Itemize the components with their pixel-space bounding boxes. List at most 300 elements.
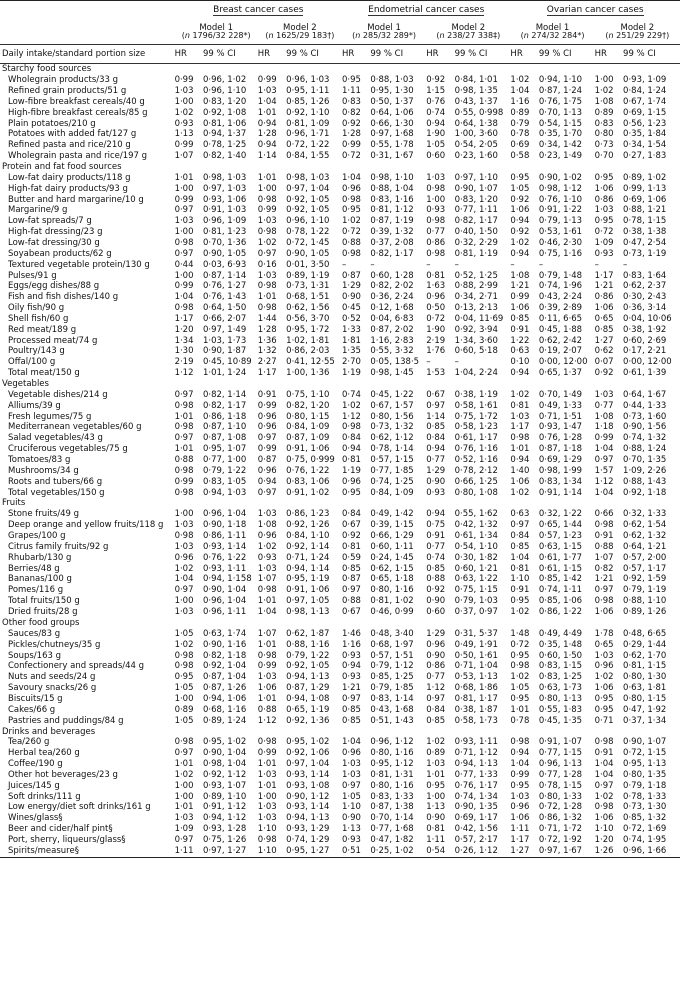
hr-value: 0·95 bbox=[594, 216, 614, 227]
ci-value: 0·83, 1·16 bbox=[370, 194, 414, 205]
ci-value: 0·80, 1·15 bbox=[286, 411, 330, 422]
ci-value: 0·66, 1·29 bbox=[370, 531, 414, 542]
ci-value: 0·90, 1·05 bbox=[286, 248, 330, 259]
table-row bbox=[0, 390, 680, 401]
hr-value: 1·04 bbox=[510, 86, 530, 97]
ci-value: 0·55, 3·32 bbox=[370, 346, 414, 357]
ci-value: 0·80, 1·16 bbox=[370, 748, 414, 759]
food-item-label: Textured vegetable protein/130 g bbox=[8, 259, 150, 270]
ci-value: 0·88, 1·21 bbox=[623, 205, 667, 216]
ci-value: 0·64, 1·21 bbox=[623, 541, 667, 552]
hr-value: 0·94 bbox=[426, 509, 446, 520]
hr-value: 0·97 bbox=[174, 585, 194, 596]
ci-value: 0·76, 1·16 bbox=[454, 444, 498, 455]
hr-value: 1·02 bbox=[341, 216, 361, 227]
ci-value: 0·83, 1·20 bbox=[454, 194, 498, 205]
hr-value: 1·16 bbox=[510, 96, 530, 107]
hr-value: 1·10 bbox=[341, 802, 361, 813]
ci-value: 1·01, 1·24 bbox=[202, 368, 247, 379]
ci-value: 0·86, 1·18 bbox=[202, 411, 247, 422]
hr-value: 1·57 bbox=[594, 465, 614, 476]
ci-value: 0·81, 1·19 bbox=[454, 248, 498, 259]
hr-value: 0·98 bbox=[594, 802, 614, 813]
table-row bbox=[0, 303, 680, 314]
ci-value: 0·93, 1·08 bbox=[286, 780, 330, 791]
hr-value: 1·07 bbox=[257, 628, 277, 639]
hr-value: 1·01 bbox=[174, 444, 194, 455]
section-header bbox=[0, 498, 680, 509]
hr-value: 0·85 bbox=[426, 563, 446, 574]
hr-value: 0·94 bbox=[510, 748, 530, 759]
hr-value: 1·01 bbox=[174, 411, 194, 422]
ci-value: 0·32, 2·29 bbox=[454, 237, 498, 248]
hr-value: 0·99 bbox=[174, 281, 194, 292]
hr-value: 0·83 bbox=[594, 118, 614, 129]
hr-value: 1·28 bbox=[257, 129, 277, 140]
ci-value: 0·81, 1·02 bbox=[370, 596, 414, 607]
hr-value: 1·11 bbox=[174, 845, 194, 856]
ci-value: 0·96, 1·03 bbox=[286, 75, 330, 86]
ci-value: 0·97, 1·10 bbox=[454, 172, 498, 183]
group-header-row bbox=[0, 1, 680, 19]
ci-value: 0·93, 1·28 bbox=[202, 824, 247, 835]
ci-value: 0·98, 1·45 bbox=[370, 368, 414, 379]
column-header-ci: 99 % CI bbox=[203, 45, 258, 64]
hr-value: 0·96 bbox=[257, 411, 277, 422]
ci-value: 0·45, 1·35 bbox=[538, 715, 583, 726]
hr-value: 1·14 bbox=[426, 411, 446, 422]
hr-value: 1·03 bbox=[510, 411, 530, 422]
ci-value: 0·57, 2·17 bbox=[454, 835, 498, 846]
hr-value: 0·99 bbox=[510, 292, 530, 303]
hr-value: 1·19 bbox=[341, 465, 361, 476]
table-row bbox=[0, 97, 680, 108]
hr-value: 1·04 bbox=[174, 292, 194, 303]
ci-value: 0·72, 1·69 bbox=[623, 824, 667, 835]
ci-value: 0·94, 1·13 bbox=[454, 759, 498, 770]
ci-value: 0·95, 1·02 bbox=[286, 737, 330, 748]
model-label: Model 2 bbox=[451, 22, 486, 32]
hr-value: 0·95 bbox=[510, 780, 530, 791]
ci-value: 0·75, 1·26 bbox=[202, 835, 247, 846]
ci-value: 0·95, 1·27 bbox=[286, 845, 330, 856]
hr-value: 1·00 bbox=[174, 227, 194, 238]
ci-value: 0·87, 1·18 bbox=[538, 444, 583, 455]
hr-value: 0·95 bbox=[510, 650, 530, 661]
ci-value: 0·81, 1·06 bbox=[202, 118, 247, 129]
hr-value: 0·98 bbox=[257, 737, 277, 748]
ci-value: 0·30, 1·82 bbox=[454, 552, 498, 563]
ci-value: 0·34, 1·42 bbox=[538, 140, 583, 151]
hr-value: 1·01 bbox=[426, 769, 446, 780]
table-row bbox=[0, 270, 680, 281]
hr-value: 1·12 bbox=[257, 715, 277, 726]
hr-value: 0·90 bbox=[341, 813, 361, 824]
ci-value: 0·73, 1·31 bbox=[286, 281, 330, 292]
food-item-label: Processed meat/74 g bbox=[8, 335, 98, 346]
hr-value: 1·10 bbox=[510, 574, 530, 585]
hr-value: 1·05 bbox=[426, 140, 446, 151]
table-row bbox=[0, 444, 680, 455]
ci-value: 0·47, 2·54 bbox=[623, 237, 667, 248]
ci-value: 0·74, 1·96 bbox=[538, 281, 583, 292]
hr-value: 1·01 bbox=[257, 759, 277, 770]
hr-value: 0·98 bbox=[174, 400, 194, 411]
hr-value: 0·72 bbox=[426, 313, 446, 324]
ci-value: 0·87, 2·02 bbox=[370, 324, 414, 335]
table-row bbox=[0, 260, 680, 271]
model-label: Model 1 bbox=[535, 22, 570, 32]
hr-value: 0·94 bbox=[510, 455, 530, 466]
hr-value: 0·90 bbox=[426, 476, 446, 487]
hr-value: 0·94 bbox=[257, 118, 277, 129]
ci-value: 0·79, 1·48 bbox=[538, 270, 583, 281]
hr-value: 1·29 bbox=[426, 628, 446, 639]
hr-value: – bbox=[426, 259, 431, 270]
hr-value: 0·87 bbox=[257, 455, 277, 466]
ci-value: 0·90, 1·12 bbox=[286, 791, 330, 802]
food-item-label: Pomes/116 g bbox=[8, 585, 64, 596]
hr-value: 1·03 bbox=[594, 650, 614, 661]
hr-value: 1·11 bbox=[341, 86, 361, 97]
ci-value: 0·95, 1·07 bbox=[202, 444, 247, 455]
hr-value: 0·98 bbox=[426, 216, 446, 227]
hr-value: 1·02 bbox=[510, 487, 530, 498]
hr-value: – bbox=[510, 259, 515, 270]
food-item-label: High-fibre breakfast cereals/85 g bbox=[8, 107, 148, 118]
food-item-label: High-fat dairy products/93 g bbox=[8, 183, 128, 194]
hr-value: 0·62 bbox=[594, 346, 614, 357]
ci-value: 0·83, 1·14 bbox=[370, 693, 414, 704]
hr-value: 1·13 bbox=[341, 824, 361, 835]
food-item-label: Refined pasta and rice/210 g bbox=[8, 140, 131, 151]
section-header bbox=[0, 726, 680, 737]
hr-value: 0·97 bbox=[594, 585, 614, 596]
hr-value: 1·18 bbox=[594, 422, 614, 433]
hr-value: 0·93 bbox=[341, 672, 361, 683]
ci-value: 1·00, 1·36 bbox=[286, 368, 330, 379]
food-item-label: Margarine/9 g bbox=[8, 205, 68, 216]
hr-value: 0·98 bbox=[594, 596, 614, 607]
hr-value: 0·94 bbox=[426, 118, 446, 129]
model-header-row bbox=[0, 19, 680, 32]
hr-value: 0·92 bbox=[426, 75, 446, 86]
ci-value: 1·34, 3·60 bbox=[454, 335, 498, 346]
ci-value: 0·92, 1·05 bbox=[286, 205, 330, 216]
hr-value: 0·98 bbox=[174, 303, 194, 314]
hr-value: 1·26 bbox=[594, 845, 614, 856]
ci-value: 0·76, 1·22 bbox=[202, 552, 247, 563]
column-header-hr: HR bbox=[595, 45, 623, 64]
hr-value: 0·85 bbox=[426, 715, 446, 726]
ci-value: 0·92, 1·18 bbox=[623, 487, 667, 498]
ci-value: 0·97, 1·49 bbox=[202, 324, 247, 335]
hr-value: 1·02 bbox=[174, 107, 194, 118]
hr-value: 0·98 bbox=[257, 227, 277, 238]
food-item-label: Tea/260 g bbox=[8, 737, 50, 748]
ci-value: 0·90, 1·04 bbox=[202, 585, 247, 596]
food-item-label: Beer and cider/half pint§ bbox=[8, 824, 113, 835]
ci-value: 0·85, 1·06 bbox=[538, 596, 583, 607]
ci-value: 0·98, 1·04 bbox=[202, 759, 247, 770]
ci-value: 0·36, 2·24 bbox=[370, 292, 414, 303]
group-header-endometrial: Endometrial cancer cases bbox=[368, 4, 485, 15]
hr-value: 0·86 bbox=[594, 292, 614, 303]
hr-value: 0·70 bbox=[594, 151, 614, 162]
food-item-label: Soft drinks/111 g bbox=[8, 791, 81, 802]
hr-value: 0·94 bbox=[341, 444, 361, 455]
ci-value: 0·91, 1·07 bbox=[538, 737, 583, 748]
hr-value: 1·48 bbox=[510, 628, 530, 639]
table-row bbox=[0, 151, 680, 162]
table-row bbox=[0, 520, 680, 531]
hr-value: 0·98 bbox=[257, 585, 277, 596]
ci-value: 0·92, 1·08 bbox=[202, 107, 247, 118]
hr-value: 1·02 bbox=[594, 86, 614, 97]
ci-value: 0·74, 1·95 bbox=[623, 835, 667, 846]
ci-value: 0·83, 1·64 bbox=[623, 270, 667, 281]
table-row bbox=[0, 585, 680, 596]
hr-value: 1·17 bbox=[510, 835, 530, 846]
hr-value: 2·70 bbox=[341, 357, 361, 368]
hr-value: 0·84 bbox=[426, 433, 446, 444]
ci-value: 0·31, 1·67 bbox=[370, 151, 414, 162]
column-header-intake: Daily intake/standard portion size bbox=[0, 45, 175, 64]
hr-value: 0·67 bbox=[341, 606, 361, 617]
hr-value: 0·92 bbox=[510, 227, 530, 238]
hr-value: 0·88 bbox=[257, 704, 277, 715]
ci-value: 0·37, 1·34 bbox=[623, 715, 667, 726]
hr-value: 0·86 bbox=[426, 237, 446, 248]
hr-value: 1·00 bbox=[174, 183, 194, 194]
hr-value: 0·97 bbox=[174, 433, 194, 444]
table-row bbox=[0, 574, 680, 585]
ci-value: 0·81, 1·31 bbox=[370, 769, 414, 780]
hr-value: 0·10 bbox=[510, 357, 530, 368]
hr-value: 0·96 bbox=[341, 748, 361, 759]
food-item-label: Spirits/measure§ bbox=[8, 845, 79, 856]
ci-value: 0·71, 1·04 bbox=[454, 661, 498, 672]
ci-value: 0·90, 1·56 bbox=[623, 422, 667, 433]
hr-value: 0·44 bbox=[174, 259, 194, 270]
ci-value: 0·97, 1·03 bbox=[202, 183, 247, 194]
ci-value: 0·90, 1·35 bbox=[454, 802, 498, 813]
hr-value: 1·03 bbox=[426, 172, 446, 183]
hr-value: 0·97 bbox=[594, 455, 614, 466]
hr-value: 1·07 bbox=[174, 151, 194, 162]
ci-value: 0·45, 1·22 bbox=[370, 389, 414, 400]
hr-value: 0·84 bbox=[510, 531, 530, 542]
hr-value: 1·13 bbox=[174, 129, 194, 140]
ci-value: 0·57, 1·17 bbox=[623, 563, 667, 574]
table-row bbox=[0, 292, 680, 303]
section-title: Other food groups bbox=[2, 617, 80, 628]
hr-value: 0·78 bbox=[510, 129, 530, 140]
ci-value: 0·80, 1·13 bbox=[538, 693, 583, 704]
hr-value: 0·92 bbox=[594, 368, 614, 379]
ci-value: 0·34, 2·71 bbox=[454, 292, 498, 303]
hr-value: 0·81 bbox=[341, 541, 361, 552]
ci-value: 0·93, 1·14 bbox=[202, 541, 247, 552]
hr-value: 0·94 bbox=[257, 140, 277, 151]
hr-value: 1·03 bbox=[257, 769, 277, 780]
hr-value: 0·74 bbox=[341, 389, 361, 400]
food-item-label: Butter and hard margarine/10 g bbox=[8, 194, 144, 205]
hr-value: 1·21 bbox=[594, 281, 614, 292]
table-row bbox=[0, 216, 680, 227]
hr-value: 0·63 bbox=[510, 509, 530, 520]
ci-value: 0·43, 1·37 bbox=[454, 96, 498, 107]
hr-value: 0·99 bbox=[174, 194, 194, 205]
ci-value: 0·27, 1·83 bbox=[623, 151, 667, 162]
table-row bbox=[0, 563, 680, 574]
ci-value: 0·88, 1·04 bbox=[370, 183, 414, 194]
ci-value: 0·31, 5·37 bbox=[454, 628, 498, 639]
ci-value: 0·93, 1·09 bbox=[623, 75, 667, 86]
hr-value: 0·93 bbox=[341, 650, 361, 661]
hr-value: 0·90 bbox=[341, 292, 361, 303]
column-header-ci: 99 % CI bbox=[455, 45, 511, 64]
hr-value: 0·98 bbox=[257, 650, 277, 661]
ci-value: 0·04, 6·83 bbox=[370, 313, 414, 324]
ci-value: 0·80, 1·16 bbox=[370, 780, 414, 791]
hr-value: 0·89 bbox=[510, 107, 530, 118]
ci-value: 0·77, 1·15 bbox=[538, 748, 583, 759]
hr-value: 1·02 bbox=[510, 606, 530, 617]
hr-value: 0·95 bbox=[510, 596, 530, 607]
hr-value: – bbox=[426, 357, 431, 368]
ci-value: 0·53, 1·61 bbox=[538, 227, 583, 238]
ci-value: 0·95, 1·12 bbox=[370, 759, 414, 770]
ci-value: 0·62, 2·42 bbox=[538, 335, 583, 346]
ci-value: 0·65, 1·18 bbox=[370, 574, 414, 585]
ci-value: 0·98, 1·10 bbox=[370, 172, 414, 183]
ci-value: 0·50, 1·37 bbox=[370, 96, 414, 107]
hr-value: 0·99 bbox=[257, 661, 277, 672]
ci-value: 0·54, 1·15 bbox=[538, 118, 583, 129]
ci-value: 0·80, 1·35 bbox=[623, 769, 667, 780]
hr-value: 1·63 bbox=[426, 281, 446, 292]
ci-value: 0·35, 1·48 bbox=[538, 639, 583, 650]
section-header bbox=[0, 64, 680, 76]
table-row bbox=[0, 368, 680, 379]
ci-value: 0·39, 1·15 bbox=[370, 520, 414, 531]
ci-value: 0·42, 1·56 bbox=[454, 824, 498, 835]
ci-value: 0·64, 1·67 bbox=[623, 389, 667, 400]
ci-value: 0·62, 1·87 bbox=[286, 628, 330, 639]
hr-value: 0·76 bbox=[426, 96, 446, 107]
ci-value: 0·81, 1·12 bbox=[370, 205, 414, 216]
hr-value: 0·88 bbox=[341, 596, 361, 607]
hr-value: 1·01 bbox=[257, 693, 277, 704]
ci-value: 0·90, 1·18 bbox=[202, 520, 247, 531]
hr-value: 0·97 bbox=[426, 693, 446, 704]
hr-value: 1·00 bbox=[174, 96, 194, 107]
ci-value: 0·93, 1·47 bbox=[538, 422, 583, 433]
ci-value: 0·92, 1·05 bbox=[286, 194, 330, 205]
ci-value: 0·96, 1·71 bbox=[286, 129, 330, 140]
hr-value: 1·00 bbox=[174, 780, 194, 791]
hr-value: 1·29 bbox=[426, 465, 446, 476]
hr-value: 0·80 bbox=[594, 129, 614, 140]
hr-value: 0·54 bbox=[426, 845, 446, 856]
ci-value: 0·79, 1·18 bbox=[623, 780, 667, 791]
food-item-label: Berries/48 g bbox=[8, 563, 60, 574]
ci-value: 0·86, 1·32 bbox=[538, 813, 583, 824]
hr-value: 1·12 bbox=[174, 368, 194, 379]
hr-value: 0·85 bbox=[594, 324, 614, 335]
ci-value: 0·83, 1·06 bbox=[286, 476, 330, 487]
hr-value: 1·03 bbox=[174, 520, 194, 531]
food-item-label: Low-fat spreads/7 g bbox=[8, 216, 92, 227]
ci-value: 0·93, 1·14 bbox=[286, 769, 330, 780]
hr-value: 0·89 bbox=[594, 107, 614, 118]
ci-value: 0·48, 6·65 bbox=[623, 628, 667, 639]
hr-value: 1·78 bbox=[594, 628, 614, 639]
table-row bbox=[0, 455, 680, 466]
ci-value: 0·04, 11·69 bbox=[454, 313, 504, 324]
hr-value: 0·98 bbox=[510, 737, 530, 748]
case-count-row bbox=[0, 32, 680, 45]
hr-value: 2·19 bbox=[426, 335, 446, 346]
hr-value: 0·88 bbox=[174, 455, 194, 466]
hr-value: 1·01 bbox=[257, 292, 277, 303]
hr-value: 0·96 bbox=[426, 292, 446, 303]
hr-value: 1·03 bbox=[257, 672, 277, 683]
hr-value: 0·84 bbox=[426, 704, 446, 715]
hr-value: 1·00 bbox=[426, 791, 446, 802]
ci-value: 0·89, 1·19 bbox=[286, 270, 330, 281]
hr-value: 0·95 bbox=[341, 205, 361, 216]
hr-value: 1·03 bbox=[594, 389, 614, 400]
ci-value: 0·78, 1·22 bbox=[286, 227, 330, 238]
table-row bbox=[0, 205, 680, 216]
table-row bbox=[0, 802, 680, 813]
food-item-label: Low-fat dairy products/118 g bbox=[8, 172, 131, 183]
hr-value: 0·98 bbox=[174, 737, 194, 748]
ci-value: 0·96, 1·09 bbox=[202, 216, 247, 227]
ci-value: 0·79, 1·19 bbox=[623, 585, 667, 596]
ci-value: 0·91, 1·22 bbox=[538, 205, 583, 216]
ci-value: 0·69, 1·15 bbox=[623, 107, 667, 118]
ci-value: 0·76, 1·75 bbox=[538, 96, 583, 107]
ci-value: 0·11, 6·65 bbox=[538, 313, 583, 324]
hr-value: 0·96 bbox=[510, 802, 530, 813]
ci-value: 0·81, 1·09 bbox=[286, 118, 330, 129]
ci-value: 0·71, 1·12 bbox=[454, 748, 498, 759]
hr-value: 0·58 bbox=[510, 151, 530, 162]
ci-value: 0·54, 1·10 bbox=[454, 541, 498, 552]
ci-value: 0·84, 1·55 bbox=[286, 151, 330, 162]
hr-value: 1·05 bbox=[341, 791, 361, 802]
hr-value: 1·04 bbox=[594, 769, 614, 780]
food-item-label: Confectionery and spreads/44 g bbox=[8, 661, 145, 672]
ci-value: 0·95, 1·30 bbox=[370, 86, 414, 97]
ci-value: 0·67, 1·74 bbox=[623, 96, 667, 107]
hr-value: 0·93 bbox=[174, 118, 194, 129]
ci-value: 0·60, 1·50 bbox=[538, 650, 583, 661]
ci-value: 0·47, 1·82 bbox=[370, 835, 414, 846]
ci-value: 0·62, 1·70 bbox=[623, 650, 667, 661]
table-row bbox=[0, 650, 680, 661]
hr-value: 0·85 bbox=[426, 422, 446, 433]
hr-value: 0·16 bbox=[257, 259, 277, 270]
hr-value: 0·98 bbox=[426, 183, 446, 194]
ci-value: 0·49, 1·91 bbox=[454, 639, 498, 650]
hr-value: 1·12 bbox=[594, 476, 614, 487]
ci-value: 0·05, 138·5 bbox=[370, 357, 420, 368]
hr-value: 1·03 bbox=[257, 813, 277, 824]
